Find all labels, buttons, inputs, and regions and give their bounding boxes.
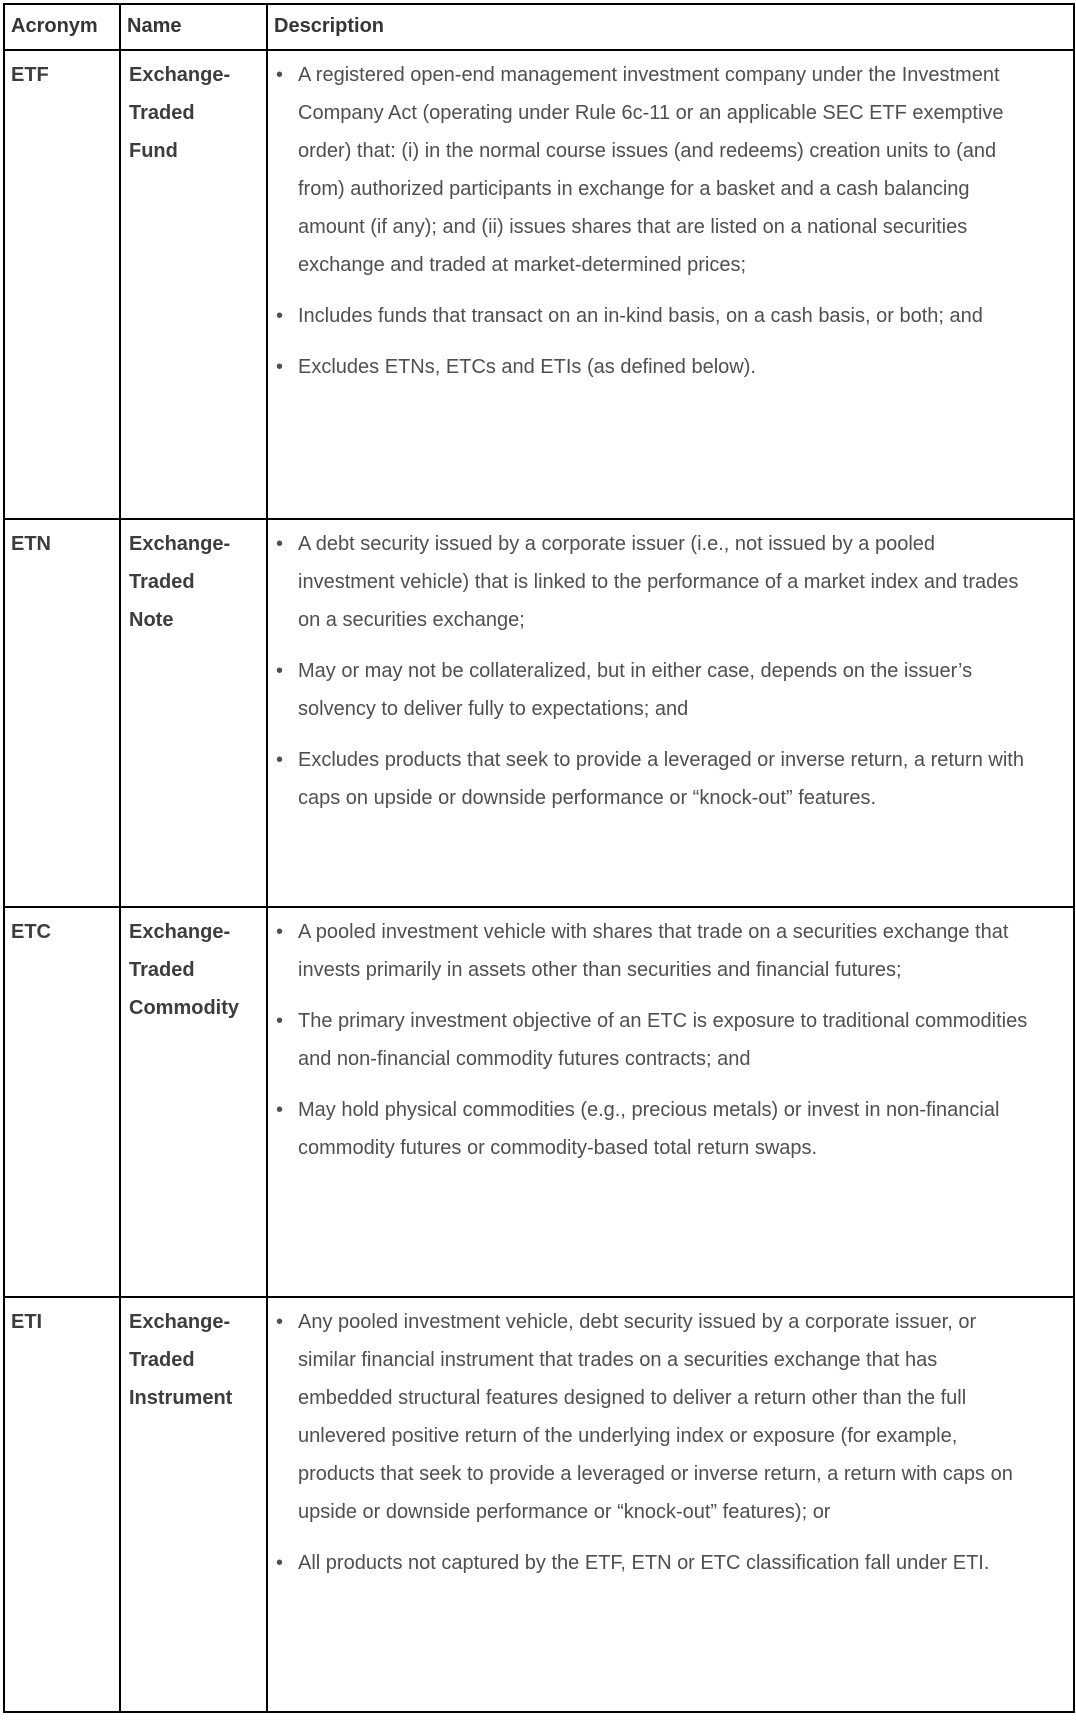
table-header-row: [4, 4, 1074, 50]
bullet-item: • May hold physical commodities (e.g., precious metals) or invest in non-financial commodity futures or commodity-based total return swaps.: [272, 1091, 1033, 1167]
bullet-item: • A registered open-end management investment company under the Investment Company Act (operating under Rule 6c-11 or an applicable SEC ETF exemptive order) that: (i) in the normal course issues (and redeems) creation units to (and from) authorized participants in exchange for a basket and a cash balancing amount (if any); and (ii) issues shares that are listed on a national securities exchange and traded at market-determined prices;: [272, 56, 1033, 284]
bullet-item: • Includes funds that transact on an in-kind basis, on a cash basis, or both; and: [272, 297, 1033, 335]
acronym-etc: ETC: [4, 907, 120, 1297]
bullet-item: • May or may not be collateralized, but in either case, depends on the issuer’s solvency to deliver fully to expectations; and: [272, 652, 1033, 728]
bullet-item: • Any pooled investment vehicle, debt security issued by a corporate issuer, or similar financial instrument that trades on a securities exchange that has embedded structural features designed to deliver a return other than the full unlevered positive return of the underlying index or exposure (for example, products that seek to provide a leveraged or inverse return, a return with caps on upside or downside performance or “knock-out” features); or: [272, 1303, 1033, 1531]
table-row-eti: [4, 1297, 1074, 1712]
bullet-list-etn: [272, 525, 1033, 817]
name-etn: Exchange-Traded Note: [120, 519, 267, 907]
header-acronym: Acronym: [4, 4, 120, 50]
header-name: Name: [120, 4, 267, 50]
header-description: Description: [267, 4, 1074, 50]
bullet-list-etf: [272, 56, 1033, 386]
bullet-item: • Excludes products that seek to provide a leveraged or inverse return, a return with caps on upside or downside performance or “knock-out” features.: [272, 741, 1033, 817]
table-row-etc: [4, 907, 1074, 1297]
bullet-item: • Excludes ETNs, ETCs and ETIs (as defined below).: [272, 348, 1033, 386]
description-etf: [267, 50, 1074, 519]
acronym-eti: ETI: [4, 1297, 120, 1712]
etp-definitions-table: [3, 3, 1075, 1713]
bullet-item: • A pooled investment vehicle with shares that trade on a securities exchange that invests primarily in assets other than securities and financial futures;: [272, 913, 1033, 989]
name-eti: Exchange-Traded Instrument: [120, 1297, 267, 1712]
bullet-item: • The primary investment objective of an ETC is exposure to traditional commodities and non-financial commodity futures contracts; and: [272, 1002, 1033, 1078]
bullet-item: • All products not captured by the ETF, ETN or ETC classification fall under ETI.: [272, 1544, 1033, 1582]
bullet-list-etc: [272, 913, 1033, 1167]
description-etc: [267, 907, 1074, 1297]
description-etn: [267, 519, 1074, 907]
bullet-list-eti: [272, 1303, 1033, 1582]
acronym-etf: ETF: [4, 50, 120, 519]
acronym-etn: ETN: [4, 519, 120, 907]
bullet-item: • A debt security issued by a corporate issuer (i.e., not issued by a pooled investment vehicle) that is linked to the performance of a market index and trades on a securities exchange;: [272, 525, 1033, 639]
description-eti: [267, 1297, 1074, 1712]
name-etf: Exchange-Traded Fund: [120, 50, 267, 519]
table-row-etf: [4, 50, 1074, 519]
table-row-etn: [4, 519, 1074, 907]
name-etc: Exchange-Traded Commodity: [120, 907, 267, 1297]
